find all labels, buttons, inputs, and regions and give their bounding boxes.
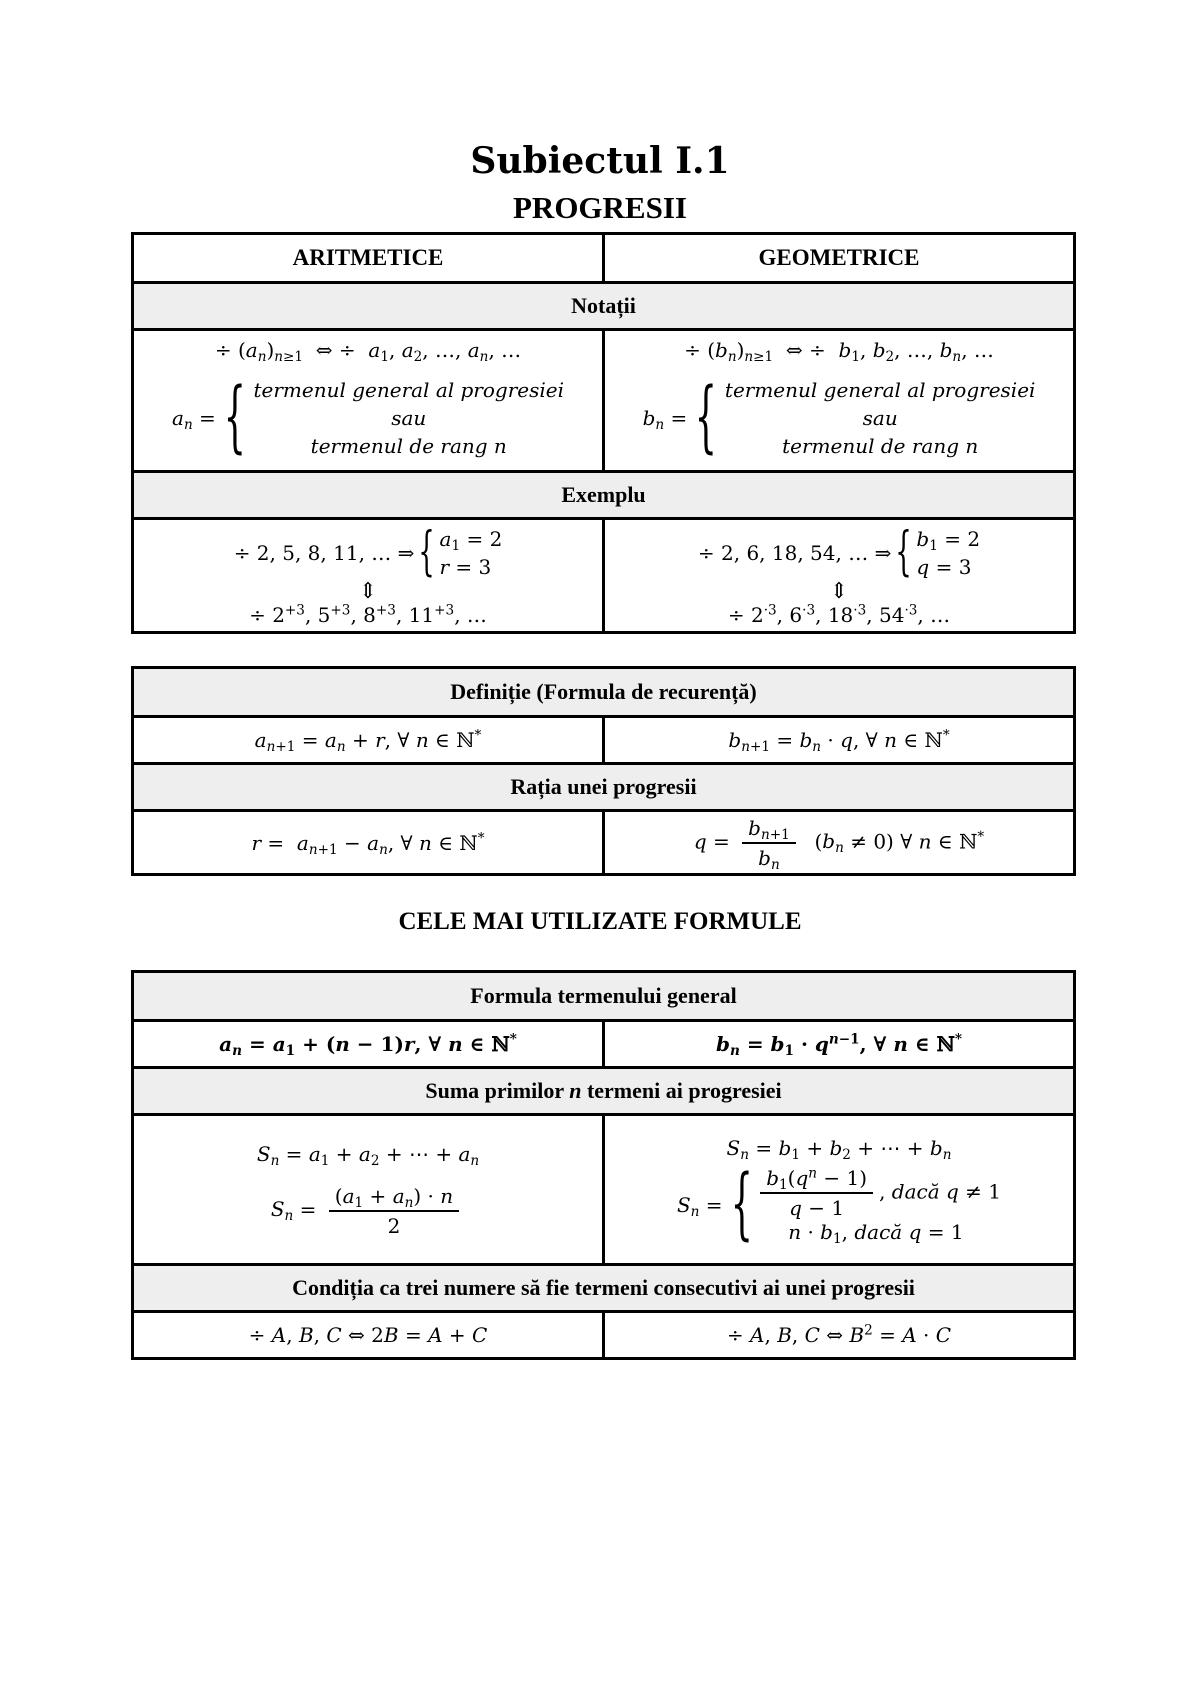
column-header-geometric: GEOMETRICE bbox=[604, 234, 1075, 283]
formulas-table bbox=[131, 970, 1076, 1360]
definition-table bbox=[131, 666, 1076, 876]
double-arrow-icon: ⇕ bbox=[358, 578, 378, 604]
condition-geometric: ÷ A, B, C ⇔ $B^2 = A \cdot C$ bbox=[604, 1312, 1075, 1359]
case-line-2: sau bbox=[862, 405, 898, 430]
case-line-2: sau bbox=[391, 405, 427, 430]
section-notatii: Notații bbox=[133, 283, 1075, 330]
page-subtitle: PROGRESII bbox=[513, 190, 687, 225]
notation-arithmetic: ÷ $(a_n)_{n\ge 1}$ ⇔ ÷ $a_1$, $a_2$, …, $a_n$, … $a_n$ = { termenul general al progresiei sau termenul de rang n bbox=[133, 330, 604, 472]
condition-arithmetic: ÷ A, B, C ⇔ 2B = A + C bbox=[133, 1312, 604, 1359]
case-line-1: termenul general al progresiei bbox=[253, 377, 564, 402]
notations-table bbox=[131, 232, 1076, 634]
column-header-arithmetic: ARITMETICE bbox=[133, 234, 604, 283]
section-formula-termen: Formula termenului general bbox=[133, 972, 1075, 1021]
section-suma: Suma primilor n termeni ai progresiei bbox=[133, 1068, 1075, 1115]
ratio-arithmetic: $r = a_{n+1} - a_n$, ∀ n ∈ ℕ* bbox=[133, 811, 604, 875]
recurrence-geometric: $b_{n+1} = b_n \cdot q$, ∀ n ∈ ℕ* bbox=[604, 717, 1075, 764]
sum-geometric: $S_n = b_1 + b_2$ + ⋯ + $b_n$ $S_n$ = { $\frac{b_1(q^n - 1)}{q - 1}$ , dacă q ≠ 1 $n \cdot b_1$, dacă q = 1 bbox=[604, 1115, 1075, 1265]
double-arrow-icon: ⇕ bbox=[829, 578, 849, 604]
ratio-geometric: q = $\frac{b_{n+1}}{b_n}$ $(b_n \ne 0)$ ∀ n ∈ ℕ* bbox=[604, 811, 1075, 875]
page-title: Subiectul I.1 bbox=[470, 140, 730, 182]
example-geometric: ÷ 2, 6, 18, 54, … ⇒ { $b_1 = 2$ q = 3 ⇕ ÷ $2^{\cdot 3}$, $6^{\cdot 3}$, $18^{\cdot 3}$, $54^{\cdot 3}$, … bbox=[604, 519, 1075, 633]
sum-arithmetic: $S_n = a_1 + a_2$ + ⋯ + $a_n$ $S_n$ = $\frac{(a_1 + a_n) \cdot n}{2}$ bbox=[133, 1115, 604, 1265]
case-line-3: termenul de rang n bbox=[782, 433, 979, 458]
section-conditia: Condiția ca trei numere să fie termeni consecutivi ai unei progresii bbox=[133, 1265, 1075, 1312]
general-term-arithmetic: $a_n = a_1 + (n - 1)r$, ∀ n ∈ ℕ* bbox=[133, 1021, 604, 1068]
section-heading-formulas: CELE MAI UTILIZATE FORMULE bbox=[398, 908, 802, 935]
recurrence-arithmetic: $a_{n+1} = a_n + r$, ∀ n ∈ ℕ* bbox=[133, 717, 604, 764]
example-arithmetic: ÷ 2, 5, 8, 11, … ⇒ { $a_1 = 2$ r = 3 ⇕ ÷ $2^{+3}$, $5^{+3}$, $8^{+3}$, $11^{+3}$, … bbox=[133, 519, 604, 633]
case-line-1: termenul general al progresiei bbox=[724, 377, 1036, 402]
section-definitie: Definiție (Formula de recurență) bbox=[133, 668, 1075, 717]
notation-geometric: ÷ $(b_n)_{n\ge 1}$ ⇔ ÷ $b_1$, $b_2$, …, $b_n$, … $b_n$ = { termenul general al progresiei sau termenul de rang n bbox=[604, 330, 1075, 472]
case-line-3: termenul de rang n bbox=[310, 433, 507, 458]
section-ratia: Rația unei progresii bbox=[133, 764, 1075, 811]
general-term-geometric: $b_n = b_1 \cdot q^{n-1}$, ∀ n ∈ ℕ* bbox=[604, 1021, 1075, 1068]
section-exemplu: Exemplu bbox=[133, 472, 1075, 519]
